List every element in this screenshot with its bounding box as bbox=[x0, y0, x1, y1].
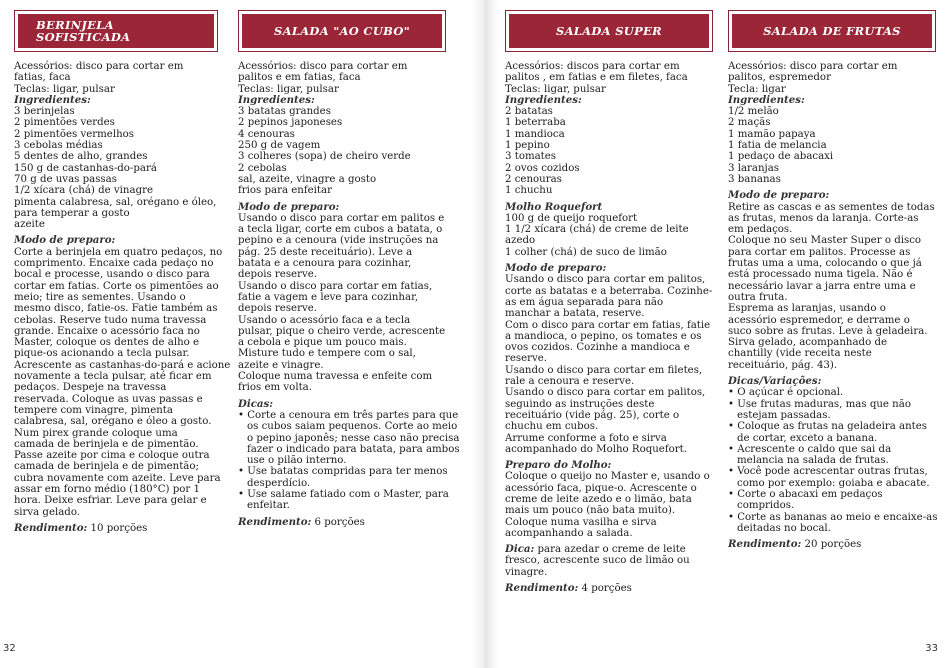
text-line: depois reserve. bbox=[238, 269, 317, 281]
text-line: reservada. Coloque as uvas passas e bbox=[14, 393, 203, 405]
text-line: necessário lavar a jarra entre uma e bbox=[728, 280, 916, 292]
accessories-block bbox=[728, 61, 940, 95]
recipe-title-banner bbox=[505, 10, 713, 52]
text-line: frutas uma a uma, colocando o que já bbox=[728, 258, 922, 270]
ingredient-item: 1 mamão papaya bbox=[728, 128, 816, 140]
text-line: batata e a cenoura para cozinhar, bbox=[238, 258, 412, 270]
text-line: chantilly (vide receita neste bbox=[728, 348, 872, 360]
text-line: Acessórios: disco para cortar em bbox=[238, 61, 408, 72]
yield: Rendimento: 10 porções bbox=[14, 521, 148, 534]
text-line: Coloque numa travessa e enfeite com bbox=[238, 371, 433, 383]
text-line: outra fruta. bbox=[728, 291, 788, 303]
ingredient-item: 2 cenouras bbox=[505, 173, 562, 185]
recipe-title-banner bbox=[238, 10, 446, 52]
ingredient-item: 1 mandioca bbox=[505, 128, 565, 140]
text-line: Acessórios: disco para cortar em bbox=[728, 61, 898, 72]
text-line: creme de leite azedo e o limão, bata bbox=[505, 493, 692, 505]
recipe-title: SOFISTICADA bbox=[36, 30, 131, 44]
ingredient-item: 1 colher (chá) de suco de limão bbox=[505, 246, 667, 258]
text-line: chuchu em cubos. bbox=[505, 421, 599, 433]
ingredient-item: 1 beterraba bbox=[505, 117, 566, 129]
ingredients-list bbox=[14, 106, 234, 230]
yield: Rendimento: 6 porções bbox=[238, 515, 365, 528]
text-line: acompanhado do Molho Roquefort. bbox=[505, 443, 687, 455]
ingredient-item: 3 cebolas médias bbox=[14, 140, 103, 152]
text-line: sirva gelado. bbox=[14, 506, 81, 518]
text-line: Teclas: ligar, pulsar bbox=[505, 83, 606, 95]
sauce-method-heading: Preparo do Molho: bbox=[505, 459, 612, 472]
text-line: pepino e a cenoura (vide instruções na bbox=[238, 235, 439, 247]
ingredient-item: azedo bbox=[505, 235, 536, 247]
ingredient-item: 70 g de uvas passas bbox=[14, 173, 117, 185]
text-line: Coloque no seu Master Super o disco bbox=[728, 235, 922, 247]
tips-heading: Dicas/Variações: bbox=[728, 375, 822, 388]
ingredient-item: 2 cebolas bbox=[238, 162, 287, 174]
ingredients-heading: Ingredientes: bbox=[505, 93, 582, 106]
text-line: meio; tire as sementes. Usando o bbox=[14, 291, 186, 303]
text-line: está processado numa tigela. Não é bbox=[728, 269, 913, 281]
text-line: corte as batatas e a beterraba. Cozinhe- bbox=[505, 285, 713, 297]
text-line: as em água separada para não bbox=[505, 296, 664, 308]
tip-item: • Corte o abacaxi em pedaços compridos. bbox=[728, 488, 883, 512]
sauce-list bbox=[505, 213, 723, 258]
ingredient-item: 1 1/2 xícara (chá) de creme de leite bbox=[505, 224, 689, 236]
text-line: em pedaços. bbox=[728, 224, 793, 236]
text-line: Corte a berinjela em quatro pedaços, no bbox=[14, 246, 223, 258]
text-line: Sirva gelado, acompanhado de bbox=[728, 337, 887, 349]
method-text bbox=[238, 213, 460, 394]
ingredients-list bbox=[505, 106, 723, 196]
text-line: fatie a vagem e leve para cozinhar, bbox=[238, 291, 419, 303]
recipe-salada-super bbox=[505, 0, 723, 594]
text-line: suco sobre as frutas. Leve à geladeira. bbox=[728, 325, 928, 337]
text-line: tempere com vinagre, pimenta bbox=[14, 404, 173, 416]
page-number-left: 32 bbox=[3, 643, 16, 654]
text-line: frios em volta. bbox=[238, 382, 312, 394]
text-line: a cebola e pique um pouco mais. bbox=[238, 337, 407, 349]
recipe-title-banner bbox=[728, 10, 936, 52]
ingredient-item: 1 chuchu bbox=[505, 185, 553, 197]
text-line: Passe azeite por cima e coloque outra bbox=[14, 450, 210, 462]
text-line: palitos, espremedor bbox=[728, 72, 831, 84]
sauce-heading: Molho Roquefort bbox=[505, 200, 603, 213]
text-line: as frutas, menos da laranja. Corte-as bbox=[728, 212, 919, 224]
method-heading: Modo de preparo: bbox=[505, 262, 607, 275]
accessories-block bbox=[14, 61, 234, 95]
tips-heading: Dicas: bbox=[238, 397, 274, 410]
text-line: comprimento. Encaixe cada pedaço no bbox=[14, 258, 214, 270]
ingredient-item: 1/2 xícara (chá) de vinagre bbox=[14, 185, 153, 197]
text-line: cebolas. Reserve tudo numa travessa bbox=[14, 314, 207, 326]
text-line: azeite e vinagre. bbox=[238, 359, 324, 371]
text-line: cortar em fatias. Corte os pimentões ao bbox=[14, 280, 219, 292]
method-text bbox=[728, 202, 940, 371]
tip-item: • Use frutas maduras, mas que não estejam passadas. bbox=[728, 398, 911, 421]
text-line: Esprema as laranjas, usando o bbox=[728, 303, 886, 315]
ingredient-item: 3 tomates bbox=[505, 151, 557, 163]
text-line: Acessórios: disco para cortar em bbox=[14, 61, 184, 72]
text-line: manchar a batata, reserve. bbox=[505, 308, 645, 320]
text-line: Teclas: ligar, pulsar bbox=[238, 83, 339, 95]
text-line: mesmo disco, fatie-os. Fatie também as bbox=[14, 303, 218, 315]
text-line: para cortar em palitos. Processe as bbox=[728, 246, 911, 258]
ingredient-item: para temperar a gosto bbox=[14, 207, 130, 219]
text-line: grande. Encaixe o acessório faca no bbox=[14, 325, 200, 337]
recipe-title: SALADA SUPER bbox=[555, 24, 663, 38]
text-line: Num pirex grande coloque uma bbox=[14, 427, 178, 439]
ingredient-item: 150 g de castanhas-do-pará bbox=[14, 162, 157, 174]
text-line: camada de berinjela e de pimentão; bbox=[14, 461, 199, 473]
ingredient-item: 1 fatia de melancia bbox=[728, 140, 827, 152]
ingredient-item: 1 pedaço de abacaxi bbox=[728, 151, 834, 163]
ingredient-item: 3 colheres (sopa) de cheiro verde bbox=[238, 151, 411, 163]
method-heading: Modo de preparo: bbox=[14, 234, 116, 247]
ingredients-heading: Ingredientes: bbox=[238, 93, 315, 106]
text-line: calabresa, sal, orégano e óleo a gosto. bbox=[14, 416, 212, 428]
text-line: Retire as cascas e as sementes de todas bbox=[728, 201, 935, 213]
recipe-title: SALADA DE FRUTAS bbox=[763, 24, 901, 38]
recipe-title-banner bbox=[14, 10, 218, 52]
ingredients-list bbox=[728, 106, 940, 185]
tip-item: • Coloque as frutas na geladeira antes de cortar, exceto a banana. bbox=[728, 421, 928, 444]
ingredient-item: 3 batatas grandes bbox=[238, 106, 331, 118]
tips-list bbox=[238, 410, 460, 512]
text-line: ovos cozidos. Cozinhe a mandioca e bbox=[505, 342, 690, 354]
text-line: Usando o disco para cortar em palitos e bbox=[238, 212, 445, 224]
page-fold bbox=[470, 0, 498, 668]
text-line: Master, coloque os dentes de alho e bbox=[14, 337, 200, 349]
tip-item: • Você pode acrescentar outras frutas, como por exemplo: goiaba e abacate. bbox=[728, 466, 930, 489]
text-line: camada de berinjela e de pimentão. bbox=[14, 438, 199, 450]
text-line: Acessórios: discos para cortar em bbox=[505, 61, 680, 72]
accessories-block bbox=[238, 61, 460, 95]
text-line: pedaços. Despeje na travessa bbox=[14, 382, 167, 394]
ingredient-item: 3 berinjelas bbox=[14, 106, 75, 118]
ingredient-item: 4 cenouras bbox=[238, 128, 295, 140]
text-line: pique-os acionando a tecla pulsar. bbox=[14, 348, 190, 360]
text-line: Misture tudo e tempere com o sal, bbox=[238, 348, 416, 360]
method-text bbox=[14, 247, 234, 518]
ingredient-item: 1 pepino bbox=[505, 140, 550, 152]
text-line: Arrume conforme a foto e sirva bbox=[505, 432, 667, 444]
text-line: Usando o acessório faca e a tecla bbox=[238, 314, 411, 326]
text-line: Coloque numa vasilha e sirva bbox=[505, 516, 657, 528]
ingredient-item: 2 maçãs bbox=[728, 117, 771, 129]
text-line: fatias, faca bbox=[14, 72, 71, 84]
text-line: Tecla: ligar bbox=[728, 83, 786, 95]
text-line: novamente a tecla pulsar, até ficar em bbox=[14, 371, 212, 383]
ingredient-item: frios para enfeitar bbox=[238, 185, 332, 197]
text-line: palitos e em fatias, faca bbox=[238, 72, 361, 84]
ingredient-item: sal, azeite, vinagre a gosto bbox=[238, 173, 377, 185]
text-line: assar em forno médio (180°C) por 1 bbox=[14, 483, 200, 495]
recipe-salada-de-frutas bbox=[728, 0, 940, 550]
recipe-title: SALADA "AO CUBO" bbox=[274, 24, 410, 38]
yield: Rendimento: 4 porções bbox=[505, 582, 632, 595]
method-heading: Modo de preparo: bbox=[728, 189, 830, 202]
text-line: Coloque o queijo no Master e, usando o bbox=[505, 471, 710, 483]
tip-item: • O açúcar é opcional. bbox=[728, 387, 844, 399]
text-line: Usando o disco para cortar em fatias, bbox=[238, 280, 433, 292]
text-line: pág. 25 deste receituário). Leve a bbox=[238, 246, 413, 258]
accessories-block bbox=[505, 61, 723, 95]
tips-list bbox=[728, 387, 940, 534]
text-line: acompanhando a salada. bbox=[505, 527, 633, 539]
ingredient-item: 5 dentes de alho, grandes bbox=[14, 151, 148, 163]
text-line: cubra novamente com azeite. Leve para bbox=[14, 472, 221, 484]
text-line: palitos , em fatias e em filetes, faca bbox=[505, 72, 688, 84]
tip-item: • Use salame fatiado com o Master, para enfeitar. bbox=[238, 488, 449, 512]
recipe-salada-ao-cubo bbox=[238, 0, 460, 528]
ingredient-item: 2 batatas bbox=[505, 106, 553, 118]
text-line: acessório faca, pique-o. Acrescente o bbox=[505, 482, 697, 494]
recipe-berinjela bbox=[14, 0, 234, 534]
page-number-right: 33 bbox=[925, 643, 938, 654]
text-line: receituário, pág. 43). bbox=[728, 359, 838, 371]
tip: Dica: para azedar o creme de leite fresco, acrescente suco de limão ou vinagre. bbox=[505, 543, 690, 578]
ingredient-item: 2 pimentões vermelhos bbox=[14, 128, 134, 140]
method-heading: Modo de preparo: bbox=[238, 200, 340, 213]
text-line: reserve. bbox=[505, 353, 548, 365]
tip-item: • Corte as bananas ao meio e encaixe-as deitadas no bocal. bbox=[728, 511, 938, 534]
ingredient-item: 2 ovos cozidos bbox=[505, 162, 580, 174]
ingredient-item: 3 laranjas bbox=[728, 162, 780, 174]
ingredient-item: azeite bbox=[14, 219, 45, 231]
text-line: Usando o disco para cortar em filetes, bbox=[505, 364, 703, 376]
text-line: depois reserve. bbox=[238, 303, 317, 315]
ingredients-list bbox=[238, 106, 460, 196]
text-line: mais um pouco (não bata muito). bbox=[505, 505, 676, 517]
ingredient-item: 1/2 melão bbox=[728, 106, 779, 118]
text-line: acessório espremedor, e derrame o bbox=[728, 314, 910, 326]
sauce-method-text bbox=[505, 471, 723, 539]
ingredient-item: 3 bananas bbox=[728, 173, 781, 185]
text-line: Acrescente as castanhas-do-pará e acione bbox=[14, 359, 231, 371]
text-line: seguindo as instruções deste bbox=[505, 398, 655, 410]
text-line: Com o disco para cortar em fatias, fatie bbox=[505, 319, 711, 331]
text-line: Usando o disco para cortar em palitos, bbox=[505, 274, 706, 286]
text-line: receituário (vide pág. 25), corte o bbox=[505, 409, 680, 421]
text-line: pulsar, pique o cheiro verde, acrescente bbox=[238, 325, 446, 337]
text-line: Teclas: ligar, pulsar bbox=[14, 83, 115, 95]
text-line: a tecla ligar, corte em cubos a batata, o bbox=[238, 224, 443, 236]
tip-item: • Corte a cenoura em três partes para que os cubos saiam pequenos. Corte ao meio o pepino japonês; nesse caso não precisa fazer o indicado para batata, para ambos use o pilão interno. bbox=[238, 409, 460, 467]
ingredient-item: pimenta calabresa, sal, orégano e óleo, bbox=[14, 196, 217, 208]
text-line: a mandioca, o pepino, os tomates e os bbox=[505, 330, 702, 342]
text-line: hora. Deixe esfriar. Leve para gelar e bbox=[14, 495, 207, 507]
text-line: rale a cenoura e reserve. bbox=[505, 376, 635, 388]
ingredients-heading: Ingredientes: bbox=[728, 93, 805, 106]
ingredient-item: 250 g de vagem bbox=[238, 140, 321, 152]
yield: Rendimento: 20 porções bbox=[728, 538, 862, 551]
method-text bbox=[505, 274, 723, 455]
ingredient-item: 2 pepinos japoneses bbox=[238, 117, 343, 129]
recipe-title: BERINJELA bbox=[36, 18, 114, 32]
ingredients-heading: Ingredientes: bbox=[14, 93, 91, 106]
tip-item: • Use batatas compridas para ter menos desperdício. bbox=[238, 466, 448, 489]
ingredient-item: 100 g de queijo roquefort bbox=[505, 212, 638, 224]
tip-item: • Acrescente o caldo que sai da melancia na salada de frutas. bbox=[728, 443, 892, 467]
ingredient-item: 2 pimentões verdes bbox=[14, 117, 115, 129]
text-line: Usando o disco para cortar em palitos, bbox=[505, 387, 706, 399]
text-line: bocal e processe, usando o disco para bbox=[14, 269, 210, 281]
